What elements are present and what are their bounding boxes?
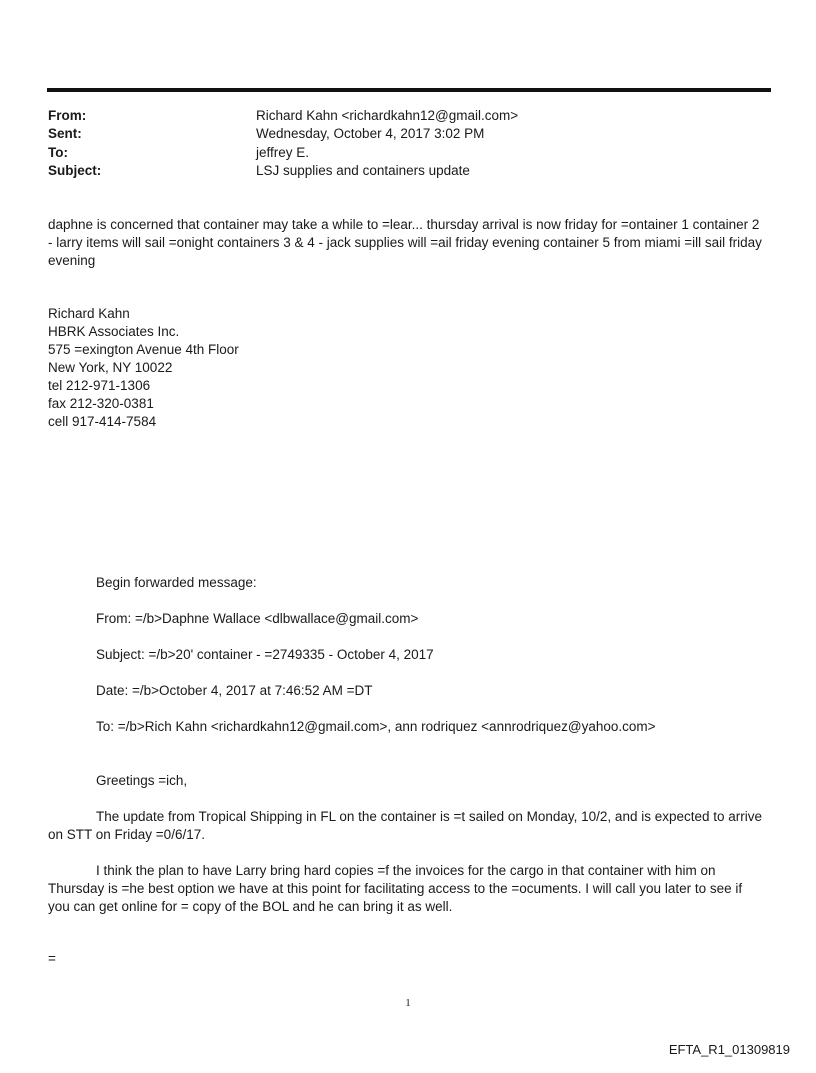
signature-fax: fax 212-320-0381 [48, 396, 154, 411]
signature-address: 575 =exington Avenue 4th Floor [48, 342, 239, 357]
page-number: 1 [405, 997, 411, 1009]
from-label: From: [48, 108, 87, 123]
body-line: daphne is concerned that container may take a while to =lear... thursday arrival is now friday for =ontainer 1 container 2 [48, 217, 760, 232]
signature-name: Richard Kahn [48, 306, 130, 321]
sent-label: Sent: [48, 126, 82, 141]
forwarded-to: To: =/b>Rich Kahn <richardkahn12@gmail.com>, ann rodriquez <annrodriquez@yahoo.com> [96, 719, 656, 734]
body-line: - larry items will sail =onight containers 3 & 4 - jack supplies will =ail friday evening container 5 from miami =ill sail friday [48, 235, 762, 250]
paragraph-line: you can get online for = copy of the BOL and he can bring it as well. [48, 899, 453, 914]
bates-number: EFTA_R1_01309819 [668, 1042, 790, 1057]
forwarded-greeting: Greetings =ich, [96, 773, 188, 788]
signature-city: New York, NY 10022 [48, 360, 173, 375]
subject-label: Subject: [48, 163, 102, 178]
sent-value: Wednesday, October 4, 2017 3:02 PM [256, 126, 485, 141]
signature-company: HBRK Associates Inc. [48, 324, 180, 339]
header-rule [47, 88, 771, 92]
signature-cell: cell 917-414-7584 [48, 414, 157, 429]
forwarded-subject: Subject: =/b>20' container - =2749335 - October 4, 2017 [96, 647, 434, 662]
paragraph-line: Thursday is =he best option we have at this point for facilitating access to the =ocuments. I will call you later to see if [48, 881, 743, 896]
paragraph-line: The update from Tropical Shipping in FL on the container is =t sailed on Monday, 10/2, and is expected to arrive [96, 809, 763, 824]
from-value: Richard Kahn <richardkahn12@gmail.com> [256, 108, 519, 123]
forwarded-date: Date: =/b>October 4, 2017 at 7:46:52 AM =DT [96, 683, 373, 698]
signature-tel: tel 212-971-1306 [48, 378, 151, 393]
paragraph-line: I think the plan to have Larry bring hard copies =f the invoices for the cargo in that container with him on [96, 863, 716, 878]
subject-value: LSJ supplies and containers update [256, 163, 470, 178]
to-label: To: [48, 145, 68, 160]
forwarded-intro: Begin forwarded message: [96, 575, 257, 590]
body-line: evening [48, 253, 96, 268]
to-value: jeffrey E. [256, 145, 310, 160]
forwarded-from: From: =/b>Daphne Wallace <dlbwallace@gmail.com> [96, 611, 419, 626]
trailing-marker: = [48, 951, 56, 966]
paragraph-line: on STT on Friday =0/6/17. [48, 827, 205, 842]
